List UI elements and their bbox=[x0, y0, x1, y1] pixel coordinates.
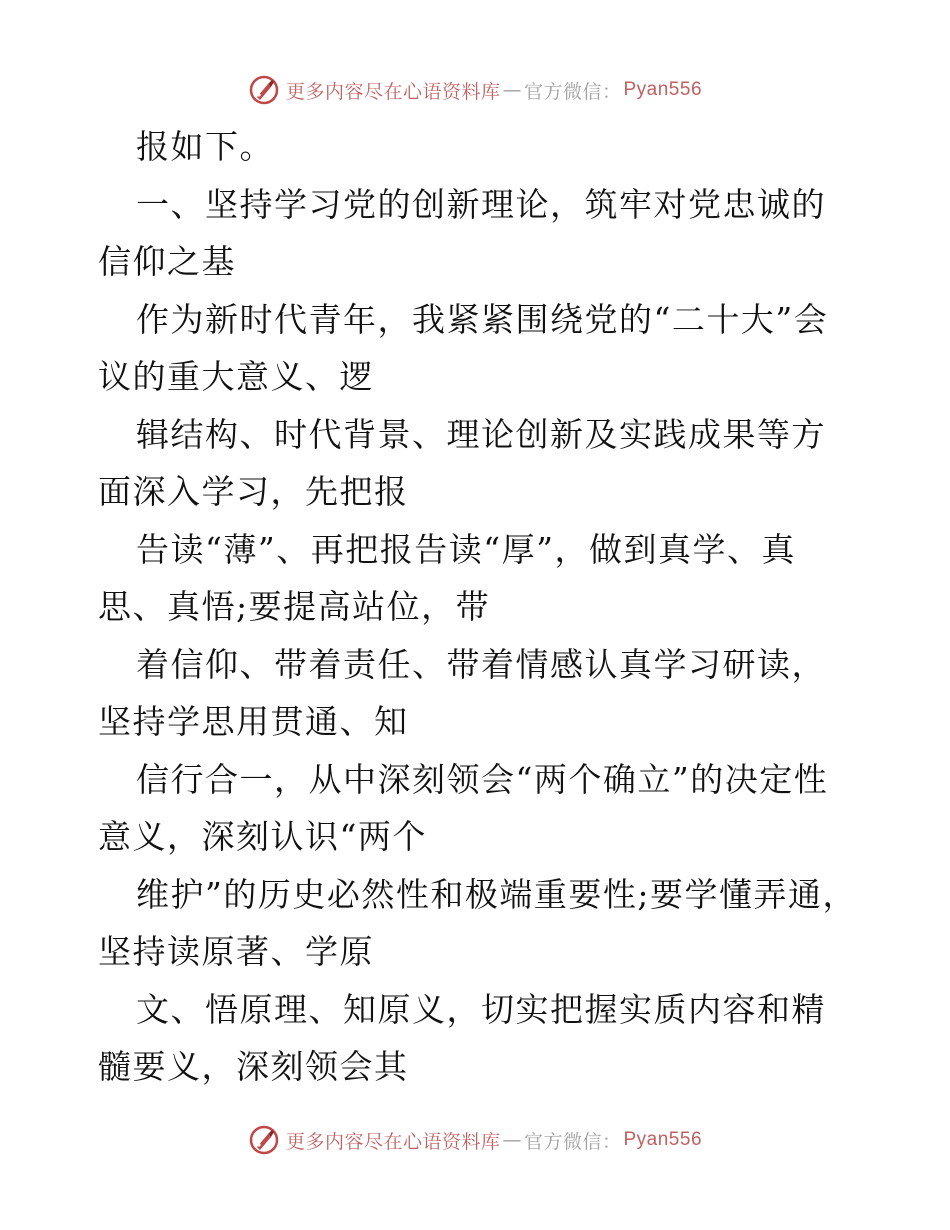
paragraph: 作为新时代青年，我紧紧围绕党的“二十大”会议的重大意义、逻 bbox=[98, 299, 829, 396]
watermark-wechat-id: Pyan556 bbox=[623, 79, 703, 100]
paragraph: 信行合一，从中深刻领会“两个确立”的决定性意义，深刻认识“两个 bbox=[98, 759, 829, 856]
watermark-label: 官方微信： bbox=[523, 80, 622, 103]
paragraph: 维护”的历史必然性和极端重要性;要学懂弄通，坚持读原著、学原 bbox=[98, 874, 857, 971]
watermark-wechat-id: Pyan556 bbox=[623, 1129, 703, 1150]
paragraph: 文、悟原理、知原义，切实把握实质内容和精髓要义，深刻领会其 bbox=[98, 989, 826, 1086]
paragraph: 告读“薄”、再把报告读“厚”，做到真学、真思、真悟;要提高站位，带 bbox=[98, 529, 796, 626]
document-body bbox=[98, 118, 858, 1096]
paragraph: 辑结构、时代背景、理论创新及实践成果等方面深入学习，先把报 bbox=[98, 414, 826, 511]
paragraph: 着信仰、带着责任、带着情感认真学习研读，坚持学思用贯通、知 bbox=[98, 644, 826, 741]
watermark-site-text: 更多内容尽在心语资料库 bbox=[285, 1130, 501, 1153]
pen-logo-icon bbox=[248, 1124, 280, 1156]
watermark-site-text: 更多内容尽在心语资料库 bbox=[285, 80, 501, 103]
section-heading: 一、坚持学习党的创新理论，筑牢对党忠诚的信仰之基 bbox=[98, 184, 826, 281]
header-watermark bbox=[0, 70, 950, 110]
watermark-separator: — bbox=[502, 1129, 522, 1151]
pen-logo-icon bbox=[248, 74, 280, 106]
footer-watermark bbox=[0, 1120, 950, 1160]
watermark-separator: — bbox=[502, 79, 522, 101]
watermark-label: 官方微信： bbox=[523, 1130, 622, 1153]
paragraph: 报如下。 bbox=[136, 127, 274, 166]
